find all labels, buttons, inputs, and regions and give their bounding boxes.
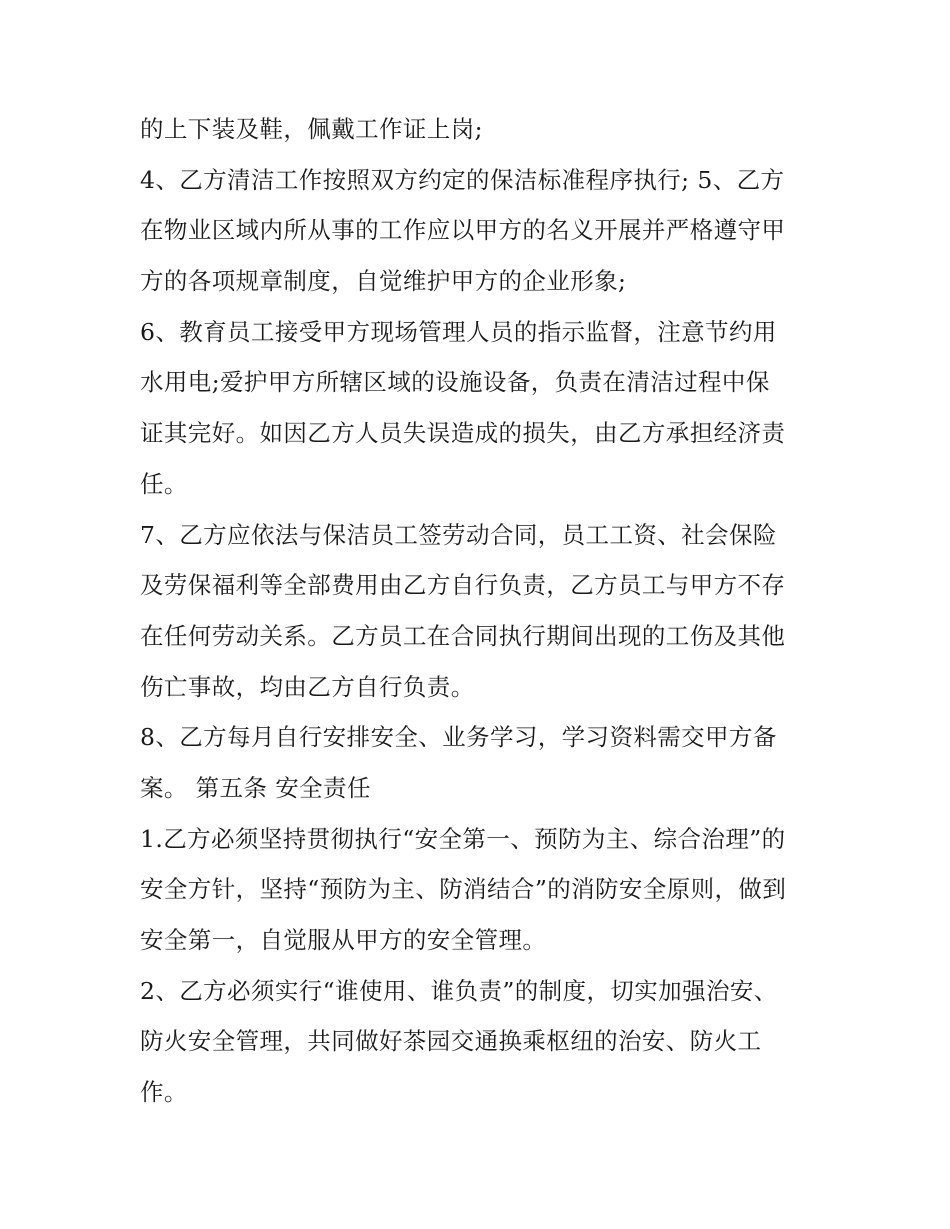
text-line: 2、乙方必须实行“谁使用、谁负责”的制度，切实加强治安、 — [140, 976, 778, 1005]
text-line: 1.乙方必须坚持贯彻执行“安全第一、预防为主、综合治理”的 — [140, 824, 786, 853]
text-line: 及劳保福利等全部费用由乙方自行负责，乙方员工与甲方不存 — [140, 571, 786, 600]
text-line: 8、乙方每月自行安排安全、业务学习，学习资料需交甲方备 — [140, 723, 777, 752]
text-line: 7、乙方应依法与保洁员工签劳动合同，员工工资、社会保险 — [140, 520, 777, 549]
text-line: 的上下装及鞋，佩戴工作证上岗; — [140, 115, 483, 143]
text-line: 安全第一，自觉服从甲方的安全管理。 — [140, 926, 547, 954]
text-line: 6、教育员工接受甲方现场管理人员的指示监督，注意节约用 — [140, 317, 777, 346]
contract-text — [140, 104, 820, 1118]
text-line: 安全方针，坚持“预防为主、防消结合”的消防安全原则，做到 — [140, 875, 787, 904]
text-line: 4、乙方清洁工作按照双方约定的保洁标准程序执行; 5、乙方 — [140, 165, 785, 194]
text-line: 方的各项规章制度，自觉维护甲方的企业形象; — [140, 267, 627, 296]
text-line: 任。 — [140, 469, 188, 498]
text-line: 伤亡事故，均由乙方自行负责。 — [140, 672, 475, 701]
text-line: 作。 — [140, 1078, 188, 1107]
text-line: 证其完好。如因乙方人员失误造成的损失，由乙方承担经济责 — [140, 419, 786, 448]
text-line: 在任何劳动关系。乙方员工在合同执行期间出现的工伤及其他 — [140, 621, 786, 650]
text-line: 水用电;爱护甲方所辖区域的设施设备，负责在清洁过程中保 — [140, 368, 770, 397]
section-heading-line: 案。 第五条 安全责任 — [140, 773, 371, 802]
text-line: 在物业区域内所从事的工作应以甲方的名义开展并严格遵守甲 — [140, 216, 786, 245]
text-line: 防火安全管理，共同做好茶园交通换乘枢纽的治安、防火工 — [140, 1027, 762, 1056]
